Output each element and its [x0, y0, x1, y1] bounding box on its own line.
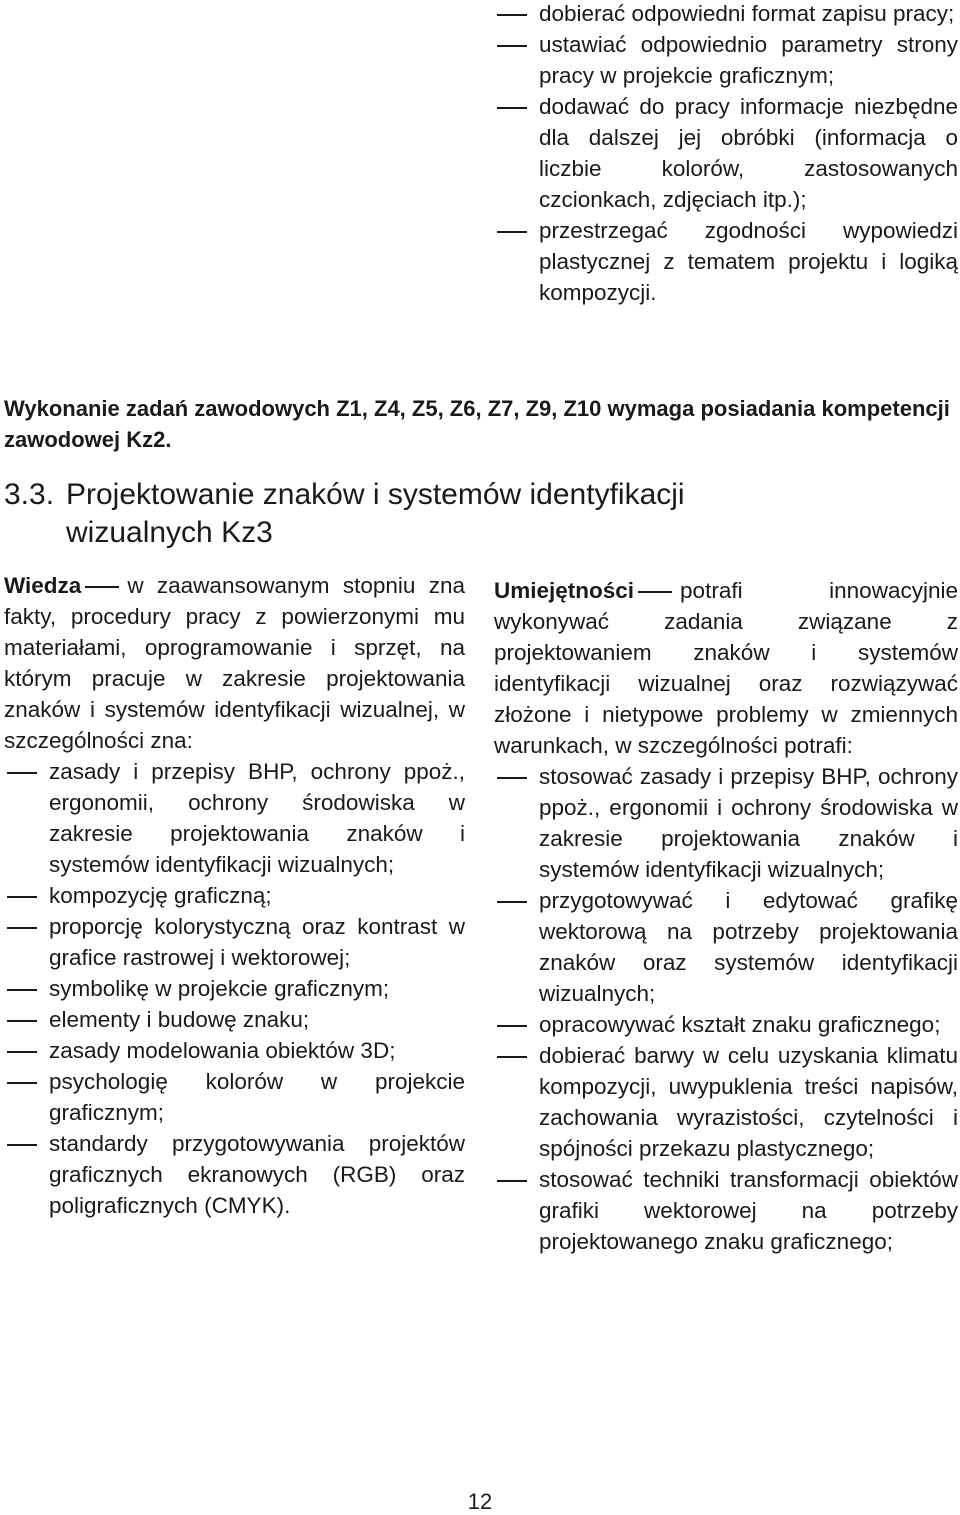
top-skills-list — [494, 0, 958, 308]
list-item: stosować zasady i przepisy BHP, ochrony ppoż., ergonomii i ochrony środowiska w zakresie projektowania znaków i systemów identyfikacji wizualnych; — [494, 761, 958, 885]
list-item: dobierać odpowiedni format zapisu pracy; — [494, 0, 958, 29]
list-item: elementy i budowę znaku; — [4, 1004, 465, 1035]
competence-note: Wykonanie zadań zawodowych Z1, Z4, Z5, Z6, Z7, Z9, Z10 wymaga posiadania kompetencji zawodowej Kz2. — [4, 396, 950, 452]
section-number: 3.3. — [4, 478, 55, 511]
list-item: stosować techniki transformacji obiektów grafiki wektorowej na potrzeby projektowanego znaku graficznego; — [494, 1164, 958, 1257]
skills-list — [494, 761, 958, 1257]
knowledge-column — [4, 570, 465, 1221]
list-item: przygotowywać i edytować grafikę wektorową na potrzeby projektowania znaków oraz systemów identyfikacji wizualnych; — [494, 885, 958, 1009]
list-item: ustawiać odpowiednio parametry strony pracy w projekcie graficznym; — [494, 29, 958, 91]
list-item: opracowywać kształt znaku graficznego; — [494, 1009, 958, 1040]
dash-separator — [85, 586, 119, 588]
knowledge-list — [4, 756, 465, 1221]
skills-column — [494, 575, 958, 1257]
list-item: zasady i przepisy BHP, ochrony ppoż., ergonomii, ochrony środowiska w zakresie projektowania znaków i systemów identyfikacji wizualnych; — [4, 756, 465, 880]
list-item: dodawać do pracy informacje niezbędne dla dalszej jej obróbki (informacja o liczbie kolorów, zastosowanych czcionkach, zdjęciach itp.); — [494, 91, 958, 215]
section-title-line1: Projektowanie znaków i systemów identyfikacji — [66, 478, 685, 511]
skills-label: Umiejętności — [494, 578, 635, 603]
knowledge-intro-text: w zaawansowanym stopniu zna fakty, procedury pracy z powierzonymi mu materiałami, oprogramowanie i sprzęt, na którym pracuje w zakresie projektowania znaków i systemów identyfikacji wizualnej, w szczególności zna: — [4, 573, 465, 753]
section-heading — [4, 476, 904, 552]
list-item: dobierać barwy w celu uzyskania klimatu kompozycji, uwypuklenia treści napisów, zachowania wyrazistości, czytelności i spójności przekazu plastycznego; — [494, 1040, 958, 1164]
skills-intro — [494, 575, 958, 761]
list-item: kompozycję graficzną; — [4, 880, 465, 911]
list-item: zasady modelowania obiektów 3D; — [4, 1035, 465, 1066]
skills-intro-text: potrafi innowacyjnie wykonywać zadania związane z projektowaniem znaków i systemów identyfikacji wizualnej oraz rozwiązywać złożone i nietypowe problemy w zmiennych warunkach, w szczególności potrafi: — [494, 578, 958, 758]
list-item: standardy przygotowywania projektów graficznych ekranowych (RGB) oraz poligraficznych (CMYK). — [4, 1128, 465, 1221]
page-number: 12 — [467, 1489, 493, 1514]
section-title-line2: wizualnych Kz3 — [66, 516, 273, 549]
list-item: proporcję kolorystyczną oraz kontrast w grafice rastrowej i wektorowej; — [4, 911, 465, 973]
list-item: przestrzegać zgodności wypowiedzi plastycznej z tematem projektu i logiką kompozycji. — [494, 215, 958, 308]
knowledge-intro — [4, 570, 465, 756]
knowledge-label: Wiedza — [4, 573, 82, 598]
list-item: psychologię kolorów w projekcie graficznym; — [4, 1066, 465, 1128]
dash-separator — [638, 591, 672, 593]
list-item: symbolikę w projekcie graficznym; — [4, 973, 465, 1004]
